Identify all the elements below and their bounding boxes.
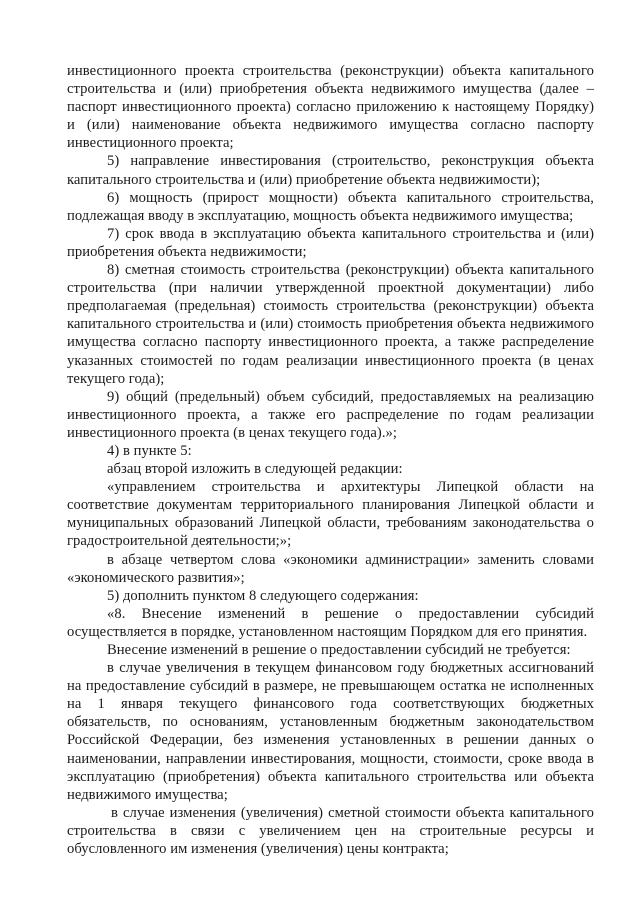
paragraph-8: абзац второй изложить в следующей редакции: (107, 461, 403, 478)
document-page (67, 62, 594, 858)
paragraph-4: 7) срок ввода в эксплуатацию объекта капитального строительства и (или) приобретения объекта недвижимости; (67, 225, 594, 260)
paragraph-2: 5) направление инвестирования (строительство, реконструкция объекта капитального строительства и (или) приобретение объекта недвижимости); (67, 153, 594, 188)
paragraph-3: 6) мощность (прирост мощности) объекта капитального строительства, подлежащая вводу в эксплуатацию, мощность объекта недвижимого имущества; (67, 189, 594, 224)
paragraph-9: «управлением строительства и архитектуры Липецкой области на соответствие документам территориального планирования Липецкой области и муниципальных образований Липецкой области, требованиям законодательства о градостроительной деятельности;»; (67, 479, 594, 550)
paragraph-10: в абзаце четвертом слова «экономики администрации» заменить словами «экономического развития»; (67, 551, 594, 586)
paragraph-5: 8) сметная стоимость строительства (реконструкции) объекта капитального строительства (при наличии утвержденной проектной документации) либо предполагаемая (предельная) стоимость строительства (реконструкции) объекта капитального строительства и (или) стоимость приобретения объекта недвижимого имущества согласно паспорту инвестиционного проекта, а также распределение указанных стоимостей по годам реализации инвестиционного проекта (в ценах текущего года); (67, 262, 594, 387)
paragraph-12: «8. Внесение изменений в решение о предоставлении субсидий осуществляется в порядке, установленном настоящим Порядком для его принятия. (67, 605, 594, 640)
paragraph-13: Внесение изменений в решение о предоставлении субсидий не требуется: (107, 642, 571, 658)
paragraph-7: 4) в пункте 5: (107, 442, 192, 459)
paragraph-11: 5) дополнить пунктом 8 следующего содержания: (107, 587, 419, 604)
paragraph-15: в случае изменения (увеличения) сметной стоимости объекта капитального строительства в связи с увеличением цен на строительные ресурсы и обусловленного им изменения (увеличения) цены контракта; (67, 804, 594, 858)
paragraph-14: в случае увеличения в текущем финансовом году бюджетных ассигнований на предоставление субсидий в размере, не превышающем остатка не исполненных на 1 января текущего финансового года соответствующих бюджетных обязательств, по основаниям, установленным бюджетным законодательством Российской Федерации, без изменения установленных в решении данных о наименовании, направлении инвестирования, мощности, стоимости, сроке ввода в эксплуатацию (приобретения) объекта капитального строительства или объекта недвижимого имущества; (67, 660, 594, 803)
paragraph-6: 9) общий (предельный) объем субсидий, предоставляемых на реализацию инвестиционного проекта, а также его распределение по годам реализации инвестиционного проекта (в ценах текущего года).»; (67, 388, 594, 441)
paragraph-1: инвестиционного проекта строительства (реконструкции) объекта капитального строительства и (или) приобретения объекта недвижимого имущества (далее – паспорт инвестиционного проекта) согласно приложению к настоящему Порядку) и (или) наименование объекта недвижимого имущества согласно паспорту инвестиционного проекта; (67, 63, 594, 152)
